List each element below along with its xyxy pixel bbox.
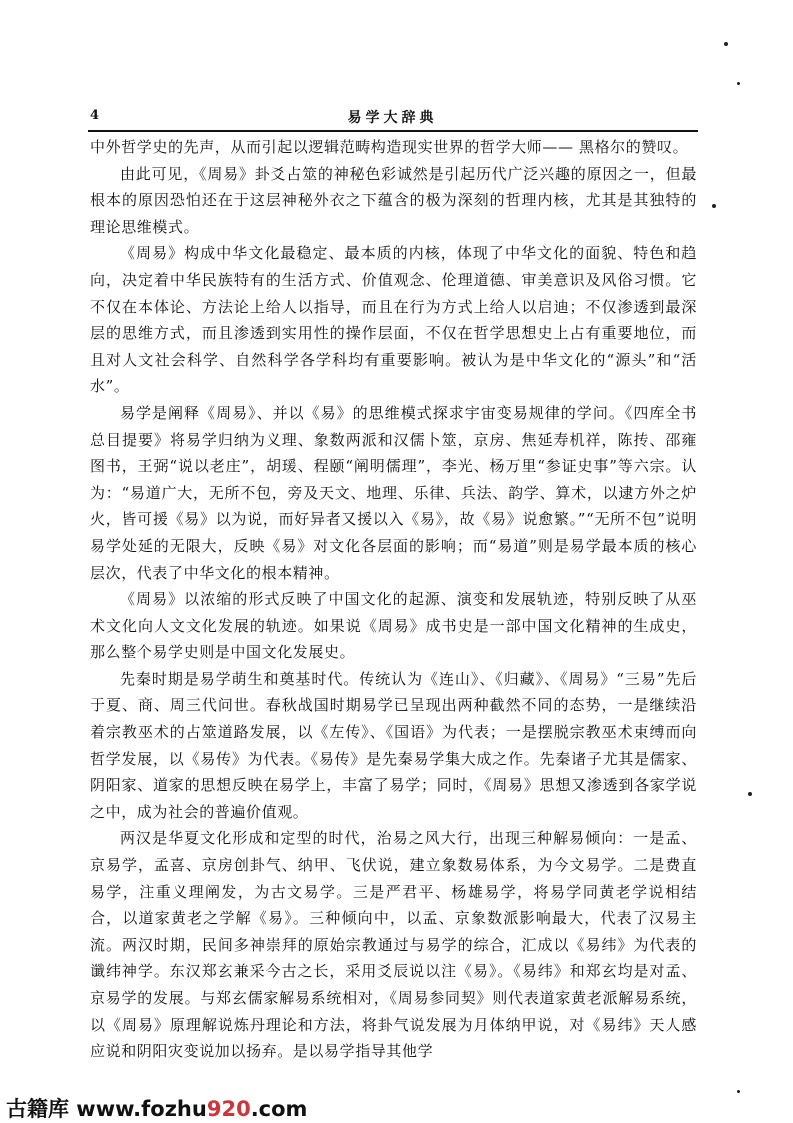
scan-speck <box>748 792 752 796</box>
running-title: 易学大辞典 <box>347 110 438 126</box>
watermark-number: 920 <box>206 1097 251 1121</box>
scan-speck <box>724 42 728 46</box>
paragraph: 由此可见，《周易》卦爻占筮的神秘色彩诚然是引起历代广泛兴趣的原因之一，但最根本的原因恐怕还在于这层神秘外衣之下蕴含的极为深刻的哲理内核，尤其是其独特的理论思维模式。 <box>90 164 697 236</box>
body-text <box>90 134 697 1065</box>
paragraph: 中外哲学史的先声，从而引起以逻辑范畴构造现实世界的哲学大师—— 黑格尔的赞叹。 <box>90 138 689 156</box>
paragraph: 两汉是华夏文化形成和定型的时代，治易之风大行，出现三种解易倾向：一是孟、京易学，孟喜、京房创卦气、纳甲、飞伏说，建立象数易体系，为今文易学。二是费直易学，注重义理阐发，为古文易学。三是严君平、杨雄易学，将易学同黄老学说相结合，以道家黄老之学解《易》。三种倾向中，以孟、京象数派影响最大，代表了汉易主流。两汉时期，民间多神崇拜的原始宗教通过与易学的综合，汇成以《易纬》为代表的谶纬神学。东汉郑玄兼采今古之长，采用爻辰说以注《易》。《易纬》和郑玄均是对孟、京易学的发展。与郑玄儒家解易系统相对，《周易参同契》则代表道家黄老派解易系统，以《周易》原理解说炼丹理论和方法，将卦气说发展为月体纳甲说，对《易纬》天人感应说和阴阳灾变说加以扬弃。是以易学指导其他学 <box>90 829 697 1061</box>
watermark <box>6 1093 307 1123</box>
watermark-text: 古籍库 www.fozhu <box>6 1097 207 1121</box>
page-number: 4 <box>90 108 100 123</box>
scan-speck <box>737 82 740 85</box>
scan-speck <box>712 204 716 208</box>
running-header <box>90 108 695 130</box>
scan-speck <box>737 1090 740 1093</box>
paragraph: 先秦时期是易学萌生和奠基时代。传统认为《连山》、《归藏》、《周易》“三易”先后于夏、商、周三代问世。春秋战国时期易学已呈现出两种截然不同的态势，一是继续沿着宗教巫术的占筮道路发展，以《左传》、《国语》为代表；一是摆脱宗教巫术束缚而向哲学发展，以《易传》为代表。《易传》是先秦易学集大成之作。先秦诸子尤其是儒家、阴阳家、道家的思想反映在易学上，丰富了易学；同时，《周易》思想又渗透到各家学说之中，成为社会的普遍价值观。 <box>90 669 697 821</box>
header-rule <box>88 130 698 132</box>
paragraph: 《周易》构成中华文化最稳定、最本质的内核，体现了中华文化的面貌、特色和趋向，决定着中华民族特有的生活方式、价值观念、伦理道德、审美意识及风俗习惯。它不仅在本体论、方法论上给人以指导，而且在行为方式上给人以启迪；不仅渗透到最深层的思维方式，而且渗透到实用性的操作层面，不仅在哲学思想史上占有重要地位，而且对人文社会科学、自然科学各学科均有重要影响。被认为是中华文化的“源头”和“活水”。 <box>90 244 697 396</box>
paragraph: 《周易》以浓缩的形式反映了中国文化的起源、演变和发展轨迹，特别反映了从巫术文化向人文文化发展的轨迹。如果说《周易》成书史是一部中国文化精神的生成史，那么整个易学史则是中国文化发展史。 <box>90 590 697 662</box>
watermark-domain-suffix: .com <box>250 1097 308 1121</box>
paragraph: 易学是阐释《周易》、并以《易》的思维模式探求宇宙变易规律的学问。《四库全书总目提要》将易学归纳为义理、象数两派和汉儒卜筮，京房、焦延寿机祥，陈抟、邵雍图书，王弼“说以老庄”，胡瑗、程颐“阐明儒理”，李光、杨万里“参证史事”等六宗。认为：“易道广大，无所不包，旁及天文、地理、乐律、兵法、韵学、算术，以逮方外之炉火，皆可援《易》以为说，而好异者又援以入《易》，故《易》说愈繁。”“无所不包”说明易学处延的无限大，反映《易》对文化各层面的影响；而“易道”则是易学最本质的核心层次，代表了中华文化的根本精神。 <box>90 403 697 582</box>
